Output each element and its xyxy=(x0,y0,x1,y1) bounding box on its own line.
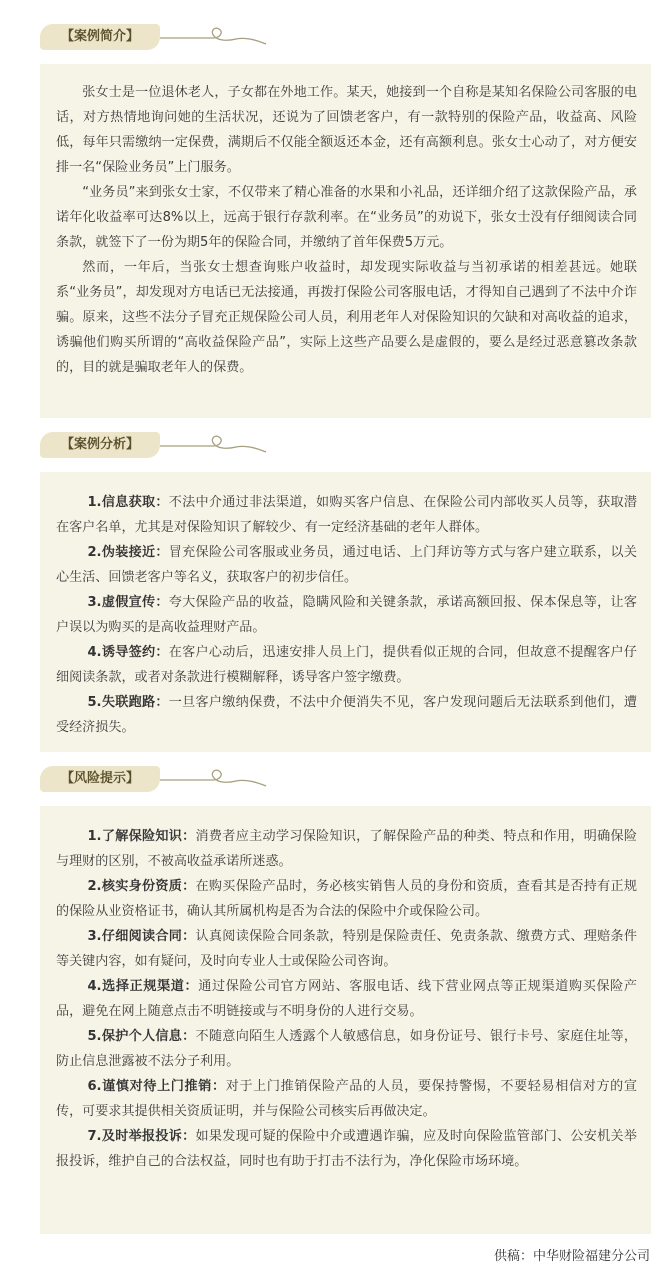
analysis-item-body: 在客户心动后，迅速安排人员上门，提供看似正规的合同，但故意不提醒客户仔细阅读条款，或者对条款进行模糊解释，诱导客户签字缴费。 xyxy=(56,645,637,685)
intro-paragraph: 然而，一年后，当张女士想查询账户收益时，却发现实际收益与当初承诺的相差甚远。她联系“业务员”，却发现对方电话已无法接通，再拨打保险公司客服电话，才得知自己遇到了不法中介诈骗。原来，这些不法分子冒充正规保险公司人员，利用老年人对保险知识的欠缺和对高收益的追求，诱骗他们购买所谓的“高收益保险产品”，实际上这些产品要么是虚假的，要么是经过恶意篡改条款的，目的就是骗取老年人的保费。 xyxy=(56,260,637,375)
analysis-item-head: 1.信息获取： xyxy=(87,495,169,510)
risk-item xyxy=(56,874,637,924)
risk-item-body: 对于上门推销保险产品的人员，要保持警惕，不要轻易相信对方的宣传，可要求其提供相关资质证明，并与保险公司核实后再做决定。 xyxy=(56,1079,637,1119)
analysis-item-head: 4.诱导签约： xyxy=(87,645,169,660)
section-title-risk: 【风险提示】 xyxy=(40,766,160,792)
risk-item-head: 1.了解保险知识： xyxy=(87,829,196,844)
section-header-risk xyxy=(40,762,260,798)
flourish-decoration-icon xyxy=(158,766,268,794)
risk-item-head: 3.仔细阅读合同： xyxy=(87,929,196,944)
flourish-decoration-icon xyxy=(158,24,268,52)
risk-item-head: 4.选择正规渠道： xyxy=(87,979,199,994)
analysis-item-body: 不法中介通过非法渠道，如购买客户信息、在保险公司内部收买人员等，获取潜在客户名单，尤其是对保险知识了解较少、有一定经济基础的老年人群体。 xyxy=(56,495,637,535)
section-header-analysis xyxy=(40,428,260,464)
risk-item xyxy=(56,1024,637,1074)
analysis-item-body: 一旦客户缴纳保费，不法中介便消失不见，客户发现问题后无法联系到他们，遭受经济损失。 xyxy=(56,695,637,735)
intro-paragraph: 张女士是一位退休老人，子女都在外地工作。某天，她接到一个自称是某知名保险公司客服的电话，对方热情地询问她的生活状况，还说为了回馈老客户，有一款特别的保险产品，收益高、风险低，每年只需缴纳一定保费，满期后不仅能全额返还本金，还有高额利息。张女士心动了，对方便安排一名“保险业务员”上门服务。 xyxy=(56,85,637,175)
intro-box xyxy=(40,64,651,418)
flourish-decoration-icon xyxy=(158,432,268,460)
analysis-item xyxy=(56,690,637,740)
analysis-box xyxy=(40,472,651,752)
analysis-item xyxy=(56,540,637,590)
risk-item xyxy=(56,1124,637,1174)
analysis-item-body: 冒充保险公司客服或业务员，通过电话、上门拜访等方式与客户建立联系，以关心生活、回馈老客户等名义，获取客户的初步信任。 xyxy=(56,545,637,585)
analysis-item-body: 夸大保险产品的收益，隐瞒风险和关键条款，承诺高额回报、保本保息等，让客户误以为购买的是高收益理财产品。 xyxy=(56,595,637,635)
risk-item-head: 5.保护个人信息： xyxy=(87,1029,196,1044)
risk-item xyxy=(56,1074,637,1124)
analysis-item xyxy=(56,590,637,640)
risk-item-head: 2.核实身份资质： xyxy=(87,879,196,894)
source-credit: 供稿：中华财险福建分公司 xyxy=(493,1249,650,1264)
intro-paragraph: “业务员”来到张女士家，不仅带来了精心准备的水果和小礼品，还详细介绍了这款保险产品，承诺年化收益率可达8%以上，远高于银行存款利率。在“业务员”的劝说下，张女士没有仔细阅读合同条款，就签下了一份为期5年的保险合同，并缴纳了首年保费5万元。 xyxy=(56,185,637,250)
risk-box xyxy=(40,806,651,1234)
risk-item-body: 认真阅读保险合同条款，特别是保险责任、免责条款、缴费方式、理赔条件等关键内容，如有疑问，及时向专业人士或保险公司咨询。 xyxy=(56,929,637,969)
section-title-intro: 【案例简介】 xyxy=(40,24,160,50)
risk-item-body: 如果发现可疑的保险中介或遭遇诈骗，应及时向保险监管部门、公安机关举报投诉，维护自己的合法权益，同时也有助于打击不法行为，净化保险市场环境。 xyxy=(56,1129,637,1169)
analysis-item-head: 2.伪装接近： xyxy=(87,545,169,560)
risk-item-head: 6.谨慎对待上门推销： xyxy=(87,1079,226,1094)
analysis-item-head: 5.失联跑路： xyxy=(87,695,169,710)
risk-item-body: 在购买保险产品时，务必核实销售人员的身份和资质，查看其是否持有正规的保险从业资格证书，确认其所属机构是否为合法的保险中介或保险公司。 xyxy=(56,879,637,919)
analysis-item xyxy=(56,490,637,540)
section-header-intro xyxy=(40,20,260,56)
risk-item-head: 7.及时举报投诉： xyxy=(87,1129,196,1144)
section-title-analysis: 【案例分析】 xyxy=(40,432,160,458)
risk-item-body: 通过保险公司官方网站、客服电话、线下营业网点等正规渠道购买保险产品，避免在网上随意点击不明链接或与不明身份的人进行交易。 xyxy=(56,979,638,1019)
risk-item xyxy=(56,824,637,874)
risk-item xyxy=(56,924,637,974)
risk-item-body: 消费者应主动学习保险知识，了解保险产品的种类、特点和作用，明确保险与理财的区别，不被高收益承诺所迷惑。 xyxy=(56,829,637,869)
risk-item-body: 不随意向陌生人透露个人敏感信息，如身份证号、银行卡号、家庭住址等，防止信息泄露被不法分子利用。 xyxy=(56,1029,637,1069)
risk-item xyxy=(56,974,637,1024)
analysis-item xyxy=(56,640,637,690)
analysis-item-head: 3.虚假宣传： xyxy=(87,595,169,610)
